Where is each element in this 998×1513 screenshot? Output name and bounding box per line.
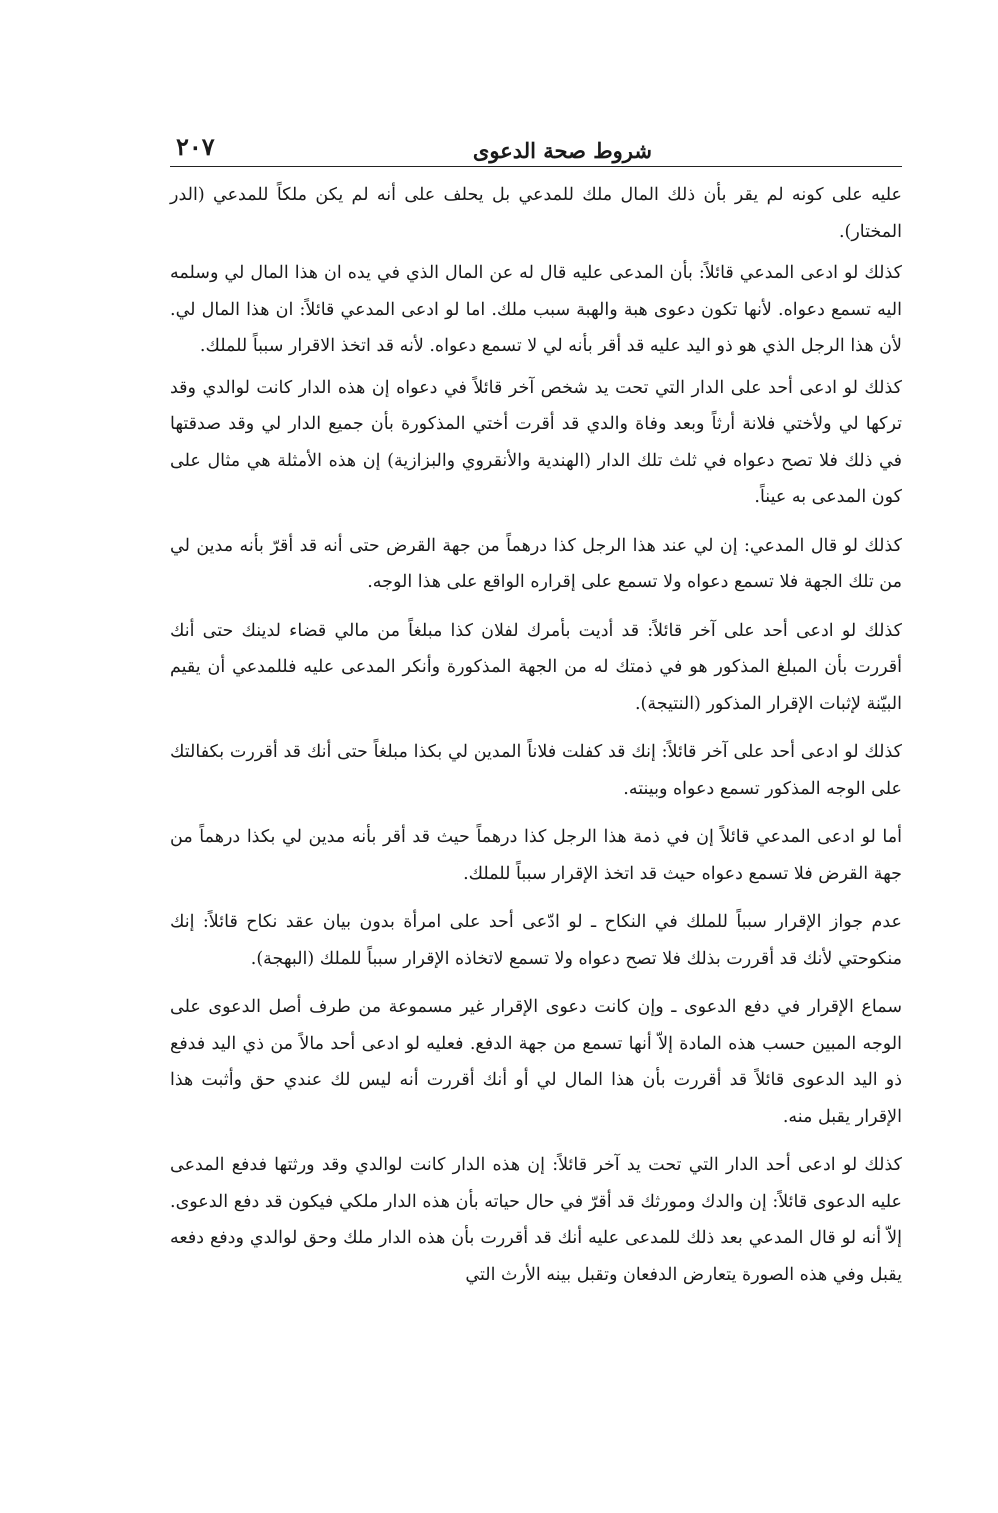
paragraph: أما لو ادعى المدعي قائلاً إن في ذمة هذا الرجل كذا درهماً حيث قد أقر بأنه مدين لي بكذا درهماً من جهة القرض فلا تسمع دعواه حيث قد اتخذ الإقرار سبباً للملك. [170, 827, 902, 884]
chapter-title: شروط صحة الدعوى [472, 138, 652, 163]
paragraph: سماع الإقرار في دفع الدعوى ـ وإن كانت دعوى الإقرار غير مسموعة من طرف أصل الدعوى على الوجه المبين حسب هذه المادة إلاّ أنها تسمع من جهة الدفع. فعليه لو ادعى أحد مالاً من ذي اليد فدفع ذو اليد الدعوى قائلاً قد أقررت بأن هذا المال لي أو أنك أقررت أنه ليس لك عندي حق وأثبت هذا الإقرار يقبل منه. [170, 997, 902, 1127]
paragraph: كذلك لو ادعى أحد على آخر قائلاً: إنك قد كفلت فلاناً المدين لي بكذا مبلغاً حتى أنك قد أقررت بكفالتك على الوجه المذكور تسمع دعواه وبينته. [170, 742, 902, 799]
book-page [170, 128, 902, 1388]
page-number: ٢٠٧ [176, 132, 215, 161]
paragraph: عليه على كونه لم يقر بأن ذلك المال ملك للمدعي بل يحلف على أنه لم يكن ملكاً للمدعي (الدر المختار). [170, 185, 902, 242]
running-header [170, 128, 902, 167]
paragraph: كذلك لو ادعى المدعي قائلاً: بأن المدعى عليه قال له عن المال الذي في يده ان هذا المال لي وسلمه اليه تسمع دعواه. لأنها تكون دعوى هبة والهبة سبب ملك. اما لو ادعى المدعي قائلاً: ان هذا المال لي. لأن هذا الرجل الذي هو ذو اليد عليه قد أقر بأنه لي لا تسمع دعواه. لأنه قد اتخذ الاقرار سبباً للملك. [170, 263, 902, 356]
paragraph: كذلك لو ادعى أحد على الدار التي تحت يد شخص آخر قائلاً في دعواه إن هذه الدار كانت لوالدي وقد تركها لي ولأختي فلانة أرثاً وبعد وفاة والدي قد أقرت أختي المذكورة بأن جميع الدار لي وقد صدقتها في ذلك فلا تصح دعواه في ثلث تلك الدار (الهندية والأنقروي والبزازية) إن هذه الأمثلة هي مثال على كون المدعى به عيناً. [170, 377, 902, 507]
paragraph: كذلك لو ادعى أحد على آخر قائلاً: قد أديت بأمرك لفلان كذا مبلغاً من مالي قضاء لدينك حتى أنك أقررت بأن المبلغ المذكور هو في ذمتك له من الجهة المذكورة وأنكر المدعى عليه فللمدعي أن يقيم البيّنة لإثبات الإقرار المذكور (النتيجة). [170, 620, 902, 714]
body-text [170, 177, 902, 1293]
paragraph: عدم جواز الإقرار سبباً للملك في النكاح ـ لو ادّعى أحد على امرأة بدون بيان عقد نكاح قائلاً: إنك منكوحتي لأنك قد أقررت بذلك فلا تصح دعواه ولا تسمع لاتخاذه الإقرار سبباً للملك (البهجة). [170, 912, 902, 969]
paragraph: كذلك لو ادعى أحد الدار التي تحت يد آخر قائلاً: إن هذه الدار كانت لوالدي وقد ورثتها فدفع المدعى عليه الدعوى قائلاً: إن والدك ومورثك قد أقرّ في حال حياته بأن هذه الدار ملكي فيكون قد دفع الدعوى. إلاّ أنه لو قال المدعي بعد ذلك للمدعى عليه أنك قد أقررت بأن هذه الدار ملك وحق لوالدي ودفع دفعه يقبل وفي هذه الصورة يتعارض الدفعان وتقبل بينه الأرث التي [170, 1155, 902, 1285]
paragraph: كذلك لو قال المدعي: إن لي عند هذا الرجل كذا درهماً من جهة القرض حتى أنه قد أقرّ بأنه مدين لي من تلك الجهة فلا تسمع دعواه ولا تسمع على إقراره الواقع على هذا الوجه. [170, 535, 902, 592]
